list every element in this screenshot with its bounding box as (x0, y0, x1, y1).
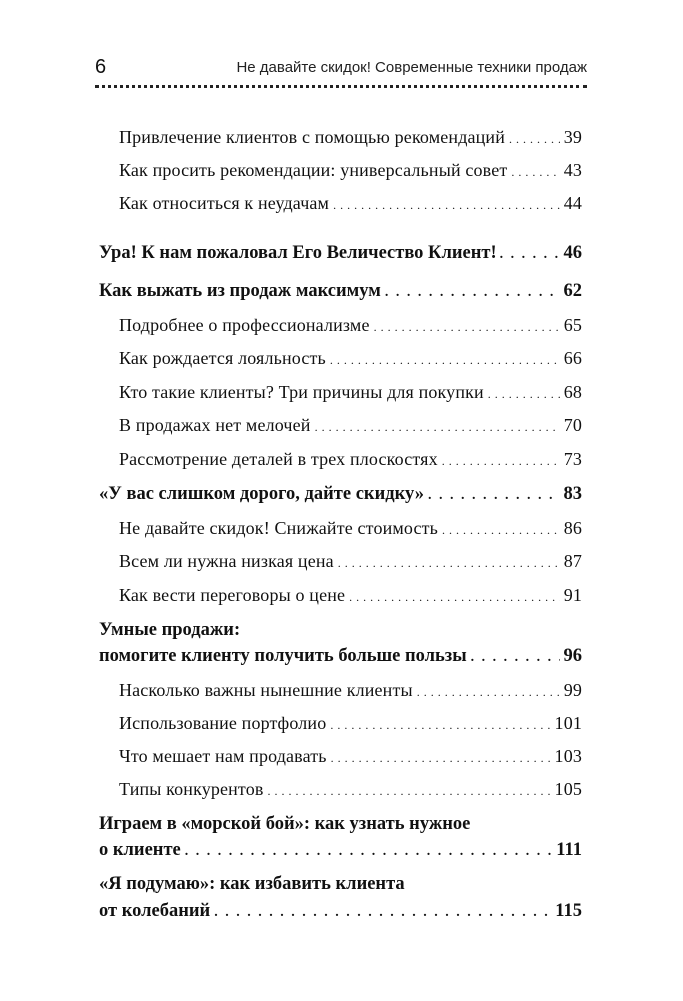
toc-entry-page: 103 (554, 746, 582, 766)
dot-leader (500, 243, 561, 264)
toc-entry (119, 746, 582, 767)
toc-entry (119, 160, 582, 181)
toc-entry-title: Использование портфолио (119, 713, 327, 733)
toc-entry (119, 713, 582, 734)
running-title: Не давайте скидок! Современные техники продаж (236, 59, 587, 76)
toc-entry (119, 585, 582, 606)
dot-leader (330, 713, 550, 734)
toc-entry-title: Не давайте скидок! Снижайте стоимость (119, 518, 439, 538)
toc-entry (119, 382, 582, 403)
toc-entry-page: 66 (563, 348, 582, 368)
toc-entry-title: Подробнее о профессионализме (119, 315, 370, 335)
toc-chapter (99, 243, 582, 264)
dot-leader (333, 193, 560, 214)
toc-entry-title: Как просить рекомендации: универсальный совет (119, 160, 508, 180)
toc-entry-title: Типы конкурентов (119, 779, 264, 799)
toc-entry-page: 44 (563, 193, 582, 213)
dot-leader (471, 646, 560, 667)
dot-leader (417, 680, 560, 701)
toc-entry-title: В продажах нет мелочей (119, 415, 311, 435)
toc-chapter-page: 115 (555, 901, 582, 921)
toc-entry-title: Как рождается лояльность (119, 348, 326, 368)
toc-chapter (99, 281, 582, 302)
dot-leader (488, 382, 560, 403)
toc-entry (119, 449, 582, 470)
toc-entry-page: 43 (563, 160, 582, 180)
toc-entry-title: Привлечение клиентов с помощью рекомендаций (119, 127, 505, 147)
dot-leader (385, 281, 560, 302)
dot-leader (511, 160, 559, 181)
toc-entry (119, 680, 582, 701)
dot-leader (315, 415, 560, 436)
toc-chapter-title: от колебаний (99, 901, 211, 921)
toc-entry-page: 101 (554, 713, 582, 733)
dot-leader (338, 551, 560, 572)
toc-entry (119, 551, 582, 572)
dot-leader (214, 901, 551, 922)
toc-chapter-title: «У вас слишком дорого, дайте скидку» (99, 484, 424, 504)
dot-leader (331, 746, 551, 767)
dot-leader (185, 840, 553, 861)
toc-entry-title: Рассмотрение деталей в трех плоскостях (119, 449, 438, 469)
dot-leader (330, 348, 560, 369)
toc-entry-page: 99 (563, 680, 582, 700)
toc-chapter-title: о клиенте (99, 840, 181, 860)
toc-entry-title: Что мешает нам продавать (119, 746, 327, 766)
toc-entry (119, 348, 582, 369)
toc-entry-page: 73 (563, 449, 582, 469)
toc-chapter-title: помогите клиенту получить больше пользы (99, 646, 467, 666)
toc-entry-title: Как вести переговоры о цене (119, 585, 346, 605)
dot-leader (509, 127, 560, 148)
toc-entry (119, 193, 582, 214)
toc-entry-page: 87 (563, 551, 582, 571)
toc-chapter-title-line1: Умные продажи: (99, 620, 241, 640)
toc-entry-title: Кто такие клиенты? Три причины для покупки (119, 382, 484, 402)
toc-entry (119, 779, 582, 800)
toc-chapter (99, 484, 582, 505)
toc-entry (119, 518, 582, 539)
toc-chapter (99, 840, 582, 861)
toc-chapter (99, 901, 582, 922)
toc-chapter-page: 96 (563, 646, 582, 666)
running-header (95, 52, 587, 80)
toc-chapter-page: 46 (563, 243, 582, 263)
toc-entry-title: Всем ли нужна низкая цена (119, 551, 334, 571)
toc-entry-page: 91 (563, 585, 582, 605)
toc-entry-page: 65 (563, 315, 582, 335)
toc-entry (119, 127, 582, 148)
dot-leader (374, 315, 560, 336)
toc-entry-page: 86 (563, 518, 582, 538)
header-dotted-rule (95, 85, 587, 88)
dot-leader (428, 484, 560, 505)
toc-chapter-page: 111 (556, 840, 582, 860)
toc-entry-title: Насколько важны нынешние клиенты (119, 680, 413, 700)
dot-leader (442, 518, 560, 539)
toc-entry-title: Как относиться к неудачам (119, 193, 330, 213)
dot-leader (268, 779, 551, 800)
toc-chapter (99, 646, 582, 667)
toc-chapter-page: 62 (563, 281, 582, 301)
toc-entry-page: 68 (563, 382, 582, 402)
toc-entry (119, 315, 582, 336)
page-number: 6 (95, 56, 107, 78)
toc-chapter-title-line1: «Я подумаю»: как избавить клиента (99, 874, 405, 894)
dot-leader (442, 449, 560, 470)
dot-leader (349, 585, 560, 606)
toc-chapter-title: Как выжать из продаж максимум (99, 281, 381, 301)
toc-chapter-page: 83 (563, 484, 582, 504)
toc-entry-page: 70 (563, 415, 582, 435)
toc-entry-page: 39 (563, 127, 582, 147)
toc-chapter-title-line1: Играем в «морской бой»: как узнать нужное (99, 814, 471, 834)
toc-entry (119, 415, 582, 436)
toc-entry-page: 105 (554, 779, 582, 799)
toc-chapter-title: Ура! К нам пожаловал Его Величество Клиент! (99, 243, 497, 263)
